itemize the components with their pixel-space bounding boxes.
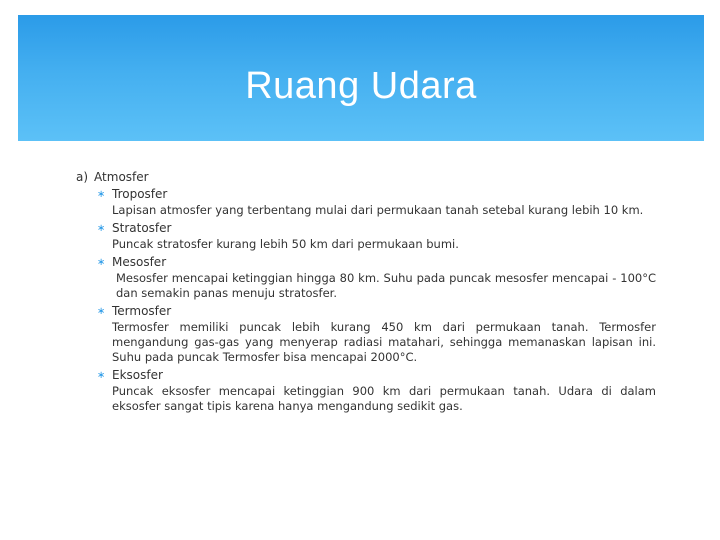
section-marker: a): [76, 170, 89, 184]
bullet-icon: ∗: [97, 223, 106, 234]
bullet-icon: ∗: [97, 257, 106, 268]
list-item-stratosfer: [76, 220, 656, 252]
bullet-icon: ∗: [97, 189, 106, 200]
item-title: Termosfer: [112, 304, 172, 318]
item-title: Troposfer: [112, 187, 168, 201]
list-item-termosfer: [76, 303, 656, 365]
item-description: Puncak stratosfer kurang lebih 50 km dari permukaan bumi.: [112, 237, 459, 251]
item-title: Eksosfer: [112, 368, 163, 382]
list-item-mesosfer: [76, 254, 656, 301]
section-label: Atmosfer: [94, 170, 149, 184]
item-description: Termosfer memiliki puncak lebih kurang 450 km dari permukaan tanah. Termosfer mengandung gas-gas yang menyerap radiasi matahari, sehingga memanaskan lapisan ini. Suhu pada puncak Termosfer bisa mencapai 2000°C.: [112, 320, 656, 364]
bullet-icon: ∗: [97, 306, 106, 317]
list-item-troposfer: [76, 186, 656, 218]
item-description: Mesosfer mencapai ketinggian hingga 80 km. Suhu pada puncak mesosfer mencapai - 100°C dan semakin panas menuju stratosfer.: [116, 271, 656, 300]
item-description: Lapisan atmosfer yang terbentang mulai dari permukaan tanah setebal kurang lebih 10 km.: [112, 203, 644, 217]
item-title: Mesosfer: [112, 255, 167, 269]
slide-content: [76, 170, 656, 416]
title-banner: [18, 15, 704, 141]
item-title: Stratosfer: [112, 221, 172, 235]
slide-title: Ruang Udara: [245, 65, 477, 107]
list-item-eksosfer: [76, 367, 656, 414]
section-heading: [76, 170, 656, 185]
bullet-icon: ∗: [97, 370, 106, 381]
item-description: Puncak eksosfer mencapai ketinggian 900 km dari permukaan tanah. Udara di dalam eksosfer sangat tipis karena hanya mengandung sedikit gas.: [112, 384, 656, 413]
